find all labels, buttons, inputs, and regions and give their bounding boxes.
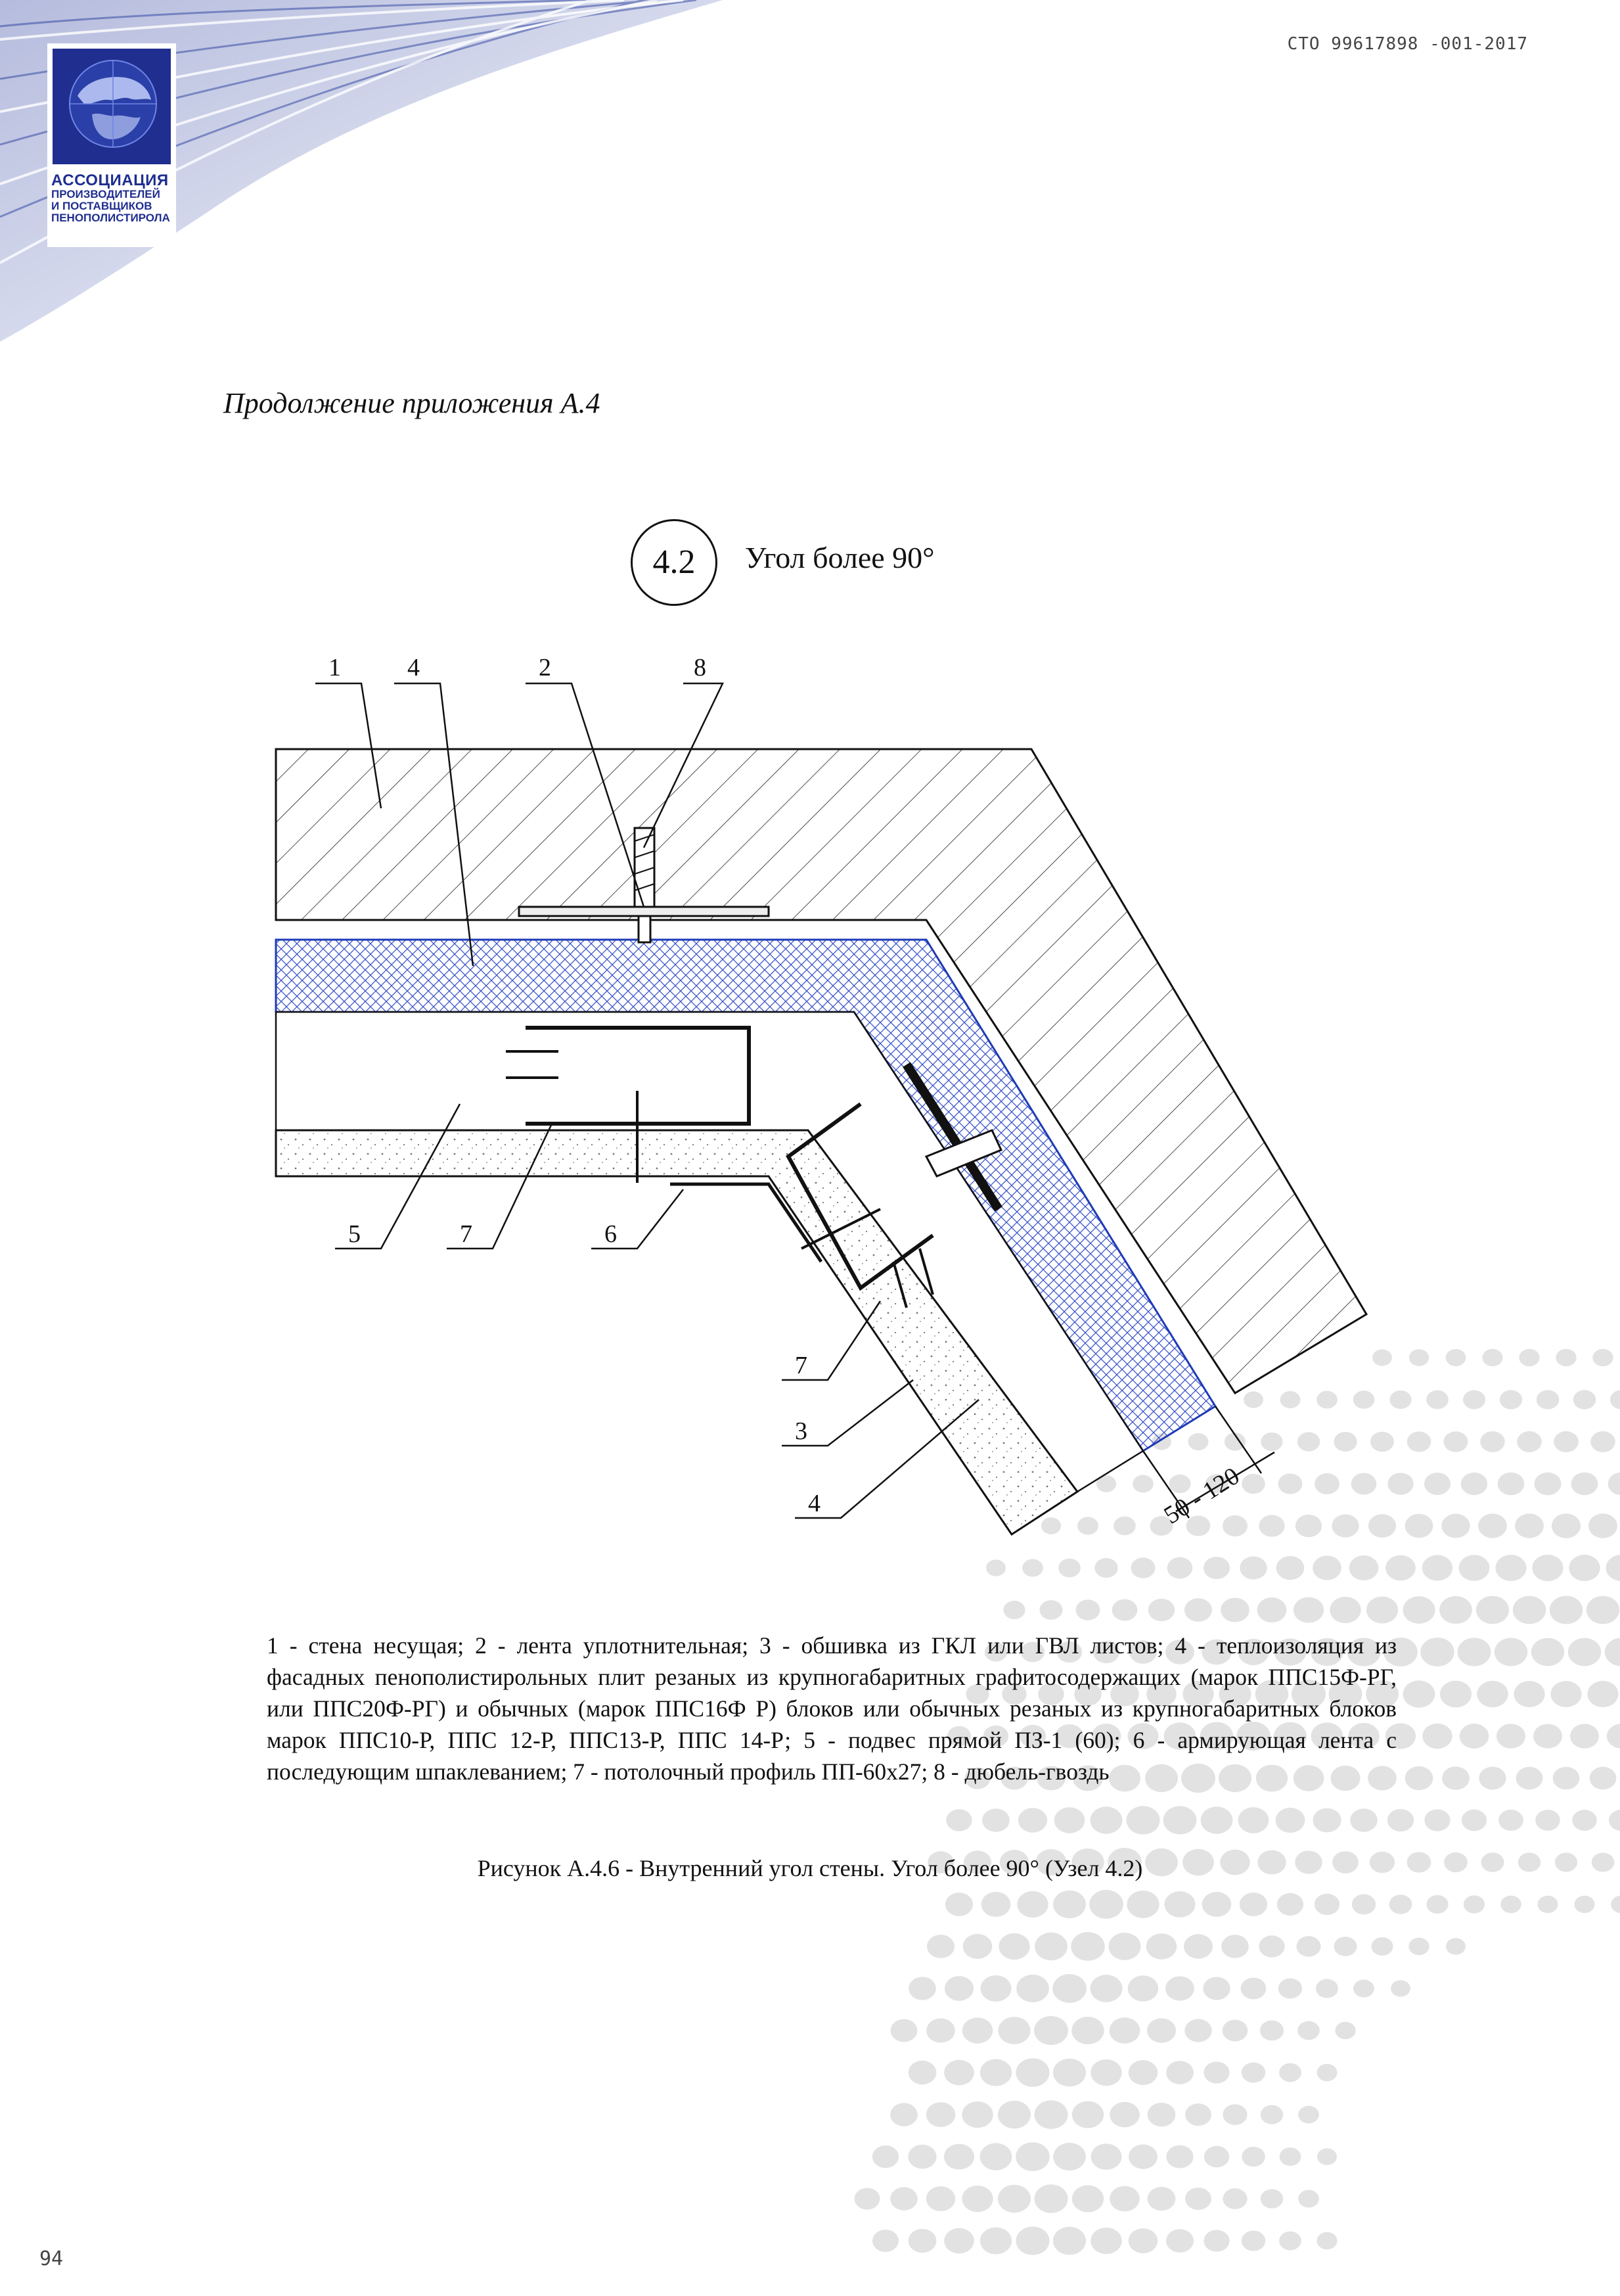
decor-dot (998, 2101, 1031, 2129)
decor-dot (1296, 1936, 1320, 1957)
decor-dot (891, 2019, 918, 2042)
decor-dot (1609, 1810, 1620, 1831)
decor-dot (1241, 1978, 1267, 2000)
decor-dot (1109, 1933, 1141, 1960)
callout-5: 5 (348, 1220, 361, 1248)
decor-dot (1003, 1601, 1025, 1619)
decor-dot (1572, 1810, 1597, 1831)
decor-dot (1569, 1555, 1600, 1581)
decor-dot (1424, 1473, 1451, 1495)
decor-dot (999, 1933, 1029, 1960)
decor-dot (1531, 1638, 1564, 1666)
decor-dot (980, 2059, 1012, 2086)
decor-dot (1552, 1513, 1581, 1538)
dimension-label: 50 - 120 (1159, 1461, 1245, 1530)
decor-dot (1532, 1555, 1563, 1581)
decor-dot (1479, 1766, 1506, 1789)
decor-dot (1590, 1431, 1615, 1452)
decor-dot (1035, 1933, 1068, 1960)
decor-dot (1221, 1597, 1249, 1622)
decor-dot (1405, 1766, 1433, 1790)
logo-line-2: ПРОИЗВОДИТЕЛЕЙ (51, 188, 160, 201)
decor-dot (1294, 1597, 1324, 1622)
decor-dot (1588, 1513, 1617, 1538)
decor-dot (945, 1976, 974, 2001)
decor-dot (1608, 1473, 1620, 1496)
decor-dot (1442, 1766, 1470, 1790)
decor-dot (1054, 1807, 1085, 1833)
decor-dot (1039, 1600, 1062, 1620)
decor-dot (1513, 1596, 1546, 1624)
decor-dot (1072, 2101, 1104, 2128)
decor-dot (1478, 1513, 1507, 1538)
decor-dot (890, 2103, 918, 2126)
callout-1: 1 (328, 654, 341, 681)
decor-dot (1458, 1638, 1491, 1666)
callout-3: 3 (795, 1417, 807, 1445)
decor-dot (1184, 1598, 1212, 1622)
decor-dot (1298, 2106, 1319, 2124)
decor-dot (1279, 2063, 1301, 2082)
decor-dot (1071, 2017, 1104, 2044)
decor-dot (926, 2102, 955, 2127)
decor-dot (890, 2187, 918, 2210)
decor-dot (1221, 1935, 1249, 1958)
decor-dot (1607, 1724, 1620, 1749)
decor-dot (1476, 1596, 1509, 1624)
decor-dot (1242, 2063, 1265, 2083)
decor-dot (1147, 2018, 1176, 2042)
page-number: 94 (39, 2247, 64, 2270)
decor-dot (1259, 1935, 1284, 1957)
decor-dot (1185, 2188, 1211, 2210)
decor-dot (908, 2145, 936, 2169)
decor-dot (909, 2061, 937, 2084)
decor-dot (1387, 1809, 1414, 1831)
decor-dot (1276, 1808, 1305, 1833)
decor-dot (1460, 1724, 1489, 1749)
decor-dot (1387, 1473, 1413, 1495)
decor-dot (1053, 2143, 1086, 2170)
decor-dot (1223, 2104, 1247, 2125)
decor-dot (944, 2060, 974, 2086)
decor-dot (1464, 1895, 1485, 1913)
decor-dot (1587, 1681, 1618, 1707)
decor-dot (1316, 2064, 1337, 2081)
callout-4-right: 4 (808, 1490, 821, 1517)
decor-dot (1554, 1431, 1579, 1452)
decor-dot (1052, 1974, 1087, 2003)
decor-dot (981, 1975, 1012, 2002)
node-number-badge: 4.2 (631, 519, 717, 606)
decor-dot (1278, 1979, 1302, 1999)
decor-dot (1463, 1390, 1485, 1410)
decor-dot (1018, 1808, 1047, 1833)
decor-dot (1610, 1390, 1620, 1409)
decor-dot (1533, 1724, 1562, 1748)
document-code: СТО 99617898 -001-2017 (1287, 34, 1528, 54)
decor-dot (963, 1934, 993, 1959)
decor-dot (1439, 1596, 1472, 1624)
decor-dot (1110, 2186, 1140, 2212)
decor-dot (1556, 1349, 1576, 1367)
decor-dot (1573, 1390, 1596, 1409)
decor-dot (1480, 1431, 1504, 1452)
decor-dot (1461, 1473, 1487, 1495)
decor-dot (1517, 1431, 1542, 1452)
decor-dot (1016, 1975, 1049, 2002)
decor-dot (1498, 1810, 1523, 1831)
decor-dot (909, 1977, 936, 2000)
decor-dot (1238, 1807, 1269, 1833)
decor-dot (1426, 1895, 1448, 1914)
decor-dot (1568, 1638, 1601, 1666)
decor-dot (1574, 1896, 1594, 1913)
decor-dot (946, 1809, 972, 1831)
decor-dot (1515, 1513, 1544, 1538)
decor-dot (1553, 1767, 1580, 1790)
decor-dot (1184, 2019, 1211, 2042)
globe-icon (53, 49, 171, 164)
decor-dot (1166, 2061, 1194, 2084)
decor-dot (1090, 1975, 1122, 2002)
decor-dot (980, 2143, 1012, 2170)
decor-dot (1446, 1938, 1466, 1954)
decor-dot (926, 2186, 955, 2211)
decor-dot (1500, 1896, 1521, 1914)
decor-dot (1016, 2226, 1049, 2255)
decor-dot (1091, 2059, 1121, 2086)
decor-dot (1514, 1681, 1544, 1707)
decor-dot (1242, 2147, 1265, 2167)
legend-text: 1 - стена несущая; 2 - лента уплотнительная; 3 - обшивка из ГКЛ или ГВЛ листов; 4 - теплоизоляция из фасадных пенополистирольных плит резаных из крупногабаритных графитосодержащих (марок ППС15Ф-РГ, или ППС20Ф-РГ) и обычных (марок ППС16Ф Р) блоков или обычных резаных из крупногабаритных блоков марок ППС10-Р, ППС 12-Р, ППС13-Р, ППС 14-Р; 5 - подвес прямой ПЗ-1 (60); 6 - армирующая лента с последующим шпаклеванием; 7 - потолочный профиль ПП-60х27; 8 - дюбель-гвоздь (267, 1632, 1397, 1785)
decor-dot (1034, 2100, 1068, 2128)
logo-line-4: ПЕНОПОЛИСТИРОЛА (51, 211, 170, 224)
decor-dot (1422, 1724, 1452, 1749)
decor-dot (1128, 1975, 1158, 2001)
decor-dot (1426, 1390, 1449, 1410)
decor-dot (1495, 1638, 1528, 1666)
decor-dot (1535, 1473, 1562, 1496)
decor-dot (1053, 1891, 1086, 1918)
decor-dot (1129, 2060, 1158, 2085)
callout-2: 2 (539, 654, 551, 681)
decor-dot (1240, 1893, 1267, 1916)
decor-dot (1459, 1555, 1490, 1581)
decor-dot (1112, 1599, 1138, 1621)
decor-dot (1496, 1724, 1525, 1749)
decor-dot (1371, 1937, 1393, 1956)
decor-dot (1315, 1894, 1339, 1916)
callout-6: 6 (604, 1220, 617, 1248)
decor-dot (1441, 1514, 1470, 1538)
decor-dot (1477, 1681, 1508, 1707)
continuation-heading: Продолжение приложения А.4 (223, 387, 600, 419)
decor-dot (1165, 1976, 1194, 2000)
decor-dot (1242, 2230, 1265, 2251)
decor-dot (1403, 1596, 1435, 1624)
decor-dot (1165, 1891, 1196, 1917)
decor-dot (1127, 1891, 1159, 1918)
decor-dot (1110, 2017, 1140, 2044)
callout-8: 8 (694, 654, 706, 681)
decor-dot (1316, 1979, 1338, 1998)
decor-dot (1446, 1349, 1466, 1366)
decor-dot (1223, 2020, 1248, 2042)
decor-dot (962, 2101, 993, 2128)
decor-dot (1016, 2142, 1050, 2171)
decor-dot (1408, 1938, 1429, 1956)
decor-dot (944, 2144, 974, 2169)
decor-dot (1126, 1806, 1159, 1834)
decor-dot (909, 2229, 937, 2253)
association-logo (47, 43, 176, 247)
decor-dot (1202, 1892, 1232, 1917)
decor-dot (1184, 1934, 1213, 1958)
decor-dot (1462, 1810, 1487, 1831)
decor-dot (1389, 1390, 1411, 1409)
decor-dot (1590, 1767, 1617, 1790)
decor-dot (872, 2146, 899, 2168)
decor-dot (1297, 2021, 1320, 2040)
decor-dot (1146, 1933, 1177, 1960)
figure-caption: Рисунок А.4.6 - Внутренний угол стены. Угол более 90° (Узел 4.2) (477, 1855, 1143, 1881)
decor-dot (1353, 1979, 1374, 1997)
decor-dot (1204, 2061, 1229, 2083)
decor-dot (1053, 2227, 1086, 2255)
decor-dot (1571, 1473, 1598, 1496)
decor-dot (1405, 1514, 1433, 1538)
decor-dot (1498, 1473, 1525, 1496)
decor-dot (1422, 1555, 1452, 1580)
decor-dot (1148, 2187, 1176, 2211)
decor-dot (1516, 1767, 1543, 1790)
decor-dot (1443, 1431, 1468, 1452)
decor-dot (1279, 2232, 1301, 2251)
decor-dot (980, 2227, 1012, 2254)
decor-dot (1203, 1977, 1230, 2000)
decor-dot (1335, 2022, 1355, 2039)
decor-dot (1110, 2102, 1140, 2128)
decor-dot (1072, 2185, 1104, 2212)
decor-dot (981, 1892, 1011, 1917)
corner-detail-drawing (250, 644, 1380, 1590)
decor-dot (1605, 1638, 1620, 1666)
decor-dot (944, 2228, 974, 2254)
decor-dot (962, 2017, 993, 2043)
decor-dot (1016, 2058, 1049, 2086)
decor-dot (1316, 2232, 1337, 2249)
decor-dot (1391, 1980, 1410, 1996)
decor-dot (1420, 1638, 1454, 1666)
decor-dot (926, 2018, 955, 2042)
decor-dot (1034, 2016, 1068, 2045)
decor-dot (1017, 1891, 1048, 1917)
decor-dot (1403, 1680, 1435, 1707)
decor-dot (927, 1935, 955, 1958)
decor-dot (982, 1808, 1010, 1832)
decor-dot (1201, 1806, 1233, 1833)
callout-4: 4 (407, 654, 420, 681)
decor-dot (1261, 2105, 1283, 2124)
decor-dot (1129, 2228, 1158, 2253)
decor-dot (1611, 1896, 1620, 1914)
decor-dot (1185, 2103, 1211, 2126)
decor-dot (1550, 1596, 1583, 1624)
decor-dot (962, 2186, 993, 2212)
decor-dot (1261, 2189, 1283, 2208)
decor-dot (1385, 1555, 1416, 1581)
decor-dot (1409, 1349, 1429, 1366)
decor-dot (1034, 2184, 1068, 2213)
logo-line-1: АССОЦИАЦИЯ (51, 172, 169, 189)
logo-caption (51, 172, 175, 224)
decor-dot (1313, 1808, 1341, 1833)
callout-7: 7 (460, 1220, 472, 1248)
decor-dot (1606, 1555, 1620, 1581)
decor-dot (1592, 1349, 1613, 1367)
decor-dot (1537, 1390, 1559, 1409)
decor-dot (1091, 2228, 1121, 2254)
decor-dot (1330, 1597, 1361, 1623)
decor-dot (1089, 1890, 1123, 1919)
decor-dot (1440, 1681, 1472, 1708)
node-title: Угол более 90° (745, 541, 935, 574)
decor-dot (1166, 2145, 1193, 2168)
sealing-tape (519, 907, 769, 916)
decor-dot (1482, 1349, 1502, 1366)
decor-dot (945, 1893, 973, 1916)
decor-dot (1166, 2229, 1194, 2253)
decor-dot (1257, 1597, 1287, 1622)
decor-dot (998, 2017, 1030, 2044)
decor-dot (1071, 1932, 1105, 1961)
decor-dot (1352, 1894, 1376, 1915)
decor-dot (1053, 2059, 1086, 2087)
decor-dot (1260, 2021, 1284, 2041)
decor-dot (1280, 2147, 1301, 2166)
decor-dot (1495, 1555, 1526, 1581)
decor-dot (1091, 2144, 1122, 2170)
decor-dot (1223, 2188, 1247, 2209)
decor-dot (1204, 2146, 1229, 2168)
decor-dot (1350, 1808, 1378, 1831)
decor-dot (1407, 1431, 1431, 1452)
decor-dot (1570, 1724, 1599, 1748)
decor-dot (1519, 1349, 1539, 1367)
decor-dot (1148, 2103, 1176, 2126)
decor-dot (1317, 2148, 1337, 2165)
decor-dot (855, 2188, 880, 2209)
decor-dot (1537, 1896, 1558, 1913)
decor-dot (998, 2185, 1031, 2213)
decor-dot (1550, 1681, 1581, 1707)
callout-7-right: 7 (795, 1352, 807, 1379)
decor-dot (1204, 2230, 1229, 2251)
decor-dot (872, 2230, 899, 2252)
decor-dot (1389, 1894, 1412, 1914)
decor-dot (1298, 2190, 1319, 2208)
decor-dot (1424, 1809, 1450, 1831)
logo-line-3: И ПОСТАВЩИКОВ (51, 200, 152, 213)
decor-dot (1334, 1937, 1357, 1956)
decor-dot (1076, 1599, 1100, 1620)
decor-dot (1366, 1596, 1398, 1623)
decor-dot (1500, 1390, 1522, 1409)
decor-dot (1163, 1806, 1197, 1834)
decor-dot (1148, 1599, 1175, 1621)
decor-dot (1586, 1596, 1619, 1624)
decor-dot (1535, 1810, 1560, 1831)
decor-dot (1129, 2144, 1158, 2169)
decor-dot (1091, 1806, 1123, 1834)
decor-dot (1277, 1893, 1303, 1916)
